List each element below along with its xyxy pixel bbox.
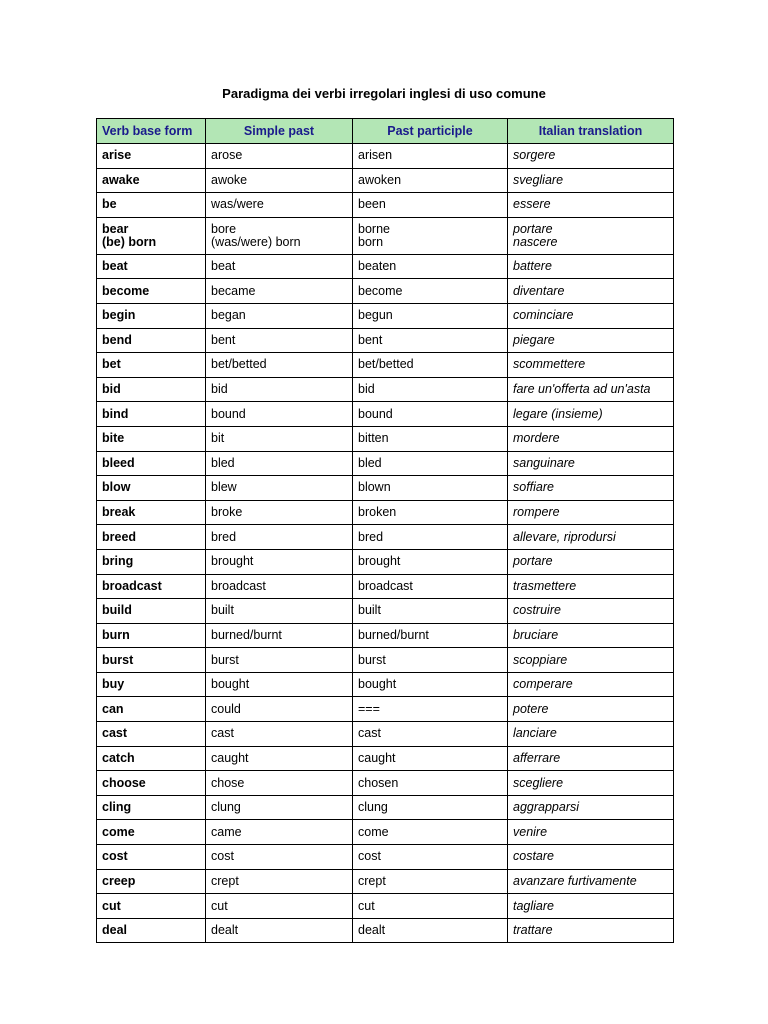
table-row <box>97 918 674 943</box>
cell-simple-past: clung <box>206 795 353 820</box>
cell-base-form: burst <box>97 648 206 673</box>
cell-italian-translation: lanciare <box>508 722 674 747</box>
cell-past-participle: cast <box>353 722 508 747</box>
cell-italian-translation: scegliere <box>508 771 674 796</box>
cell-simple-past: was/were <box>206 193 353 218</box>
cell-italian-translation: piegare <box>508 328 674 353</box>
cell-past-participle: come <box>353 820 508 845</box>
cell-past-participle: been <box>353 193 508 218</box>
cell-past-participle: blown <box>353 476 508 501</box>
table-row <box>97 697 674 722</box>
cell-simple-past: bled <box>206 451 353 476</box>
table-row <box>97 451 674 476</box>
cell-simple-past: cast <box>206 722 353 747</box>
cell-simple-past: brought <box>206 549 353 574</box>
cell-italian-translation: costruire <box>508 599 674 624</box>
cell-past-participle: chosen <box>353 771 508 796</box>
table-row <box>97 795 674 820</box>
cell-base-form: bend <box>97 328 206 353</box>
cell-simple-past: came <box>206 820 353 845</box>
cell-past-participle: become <box>353 279 508 304</box>
cell-italian-translation: comperare <box>508 672 674 697</box>
cell-past-participle: arisen <box>353 144 508 169</box>
table-row <box>97 672 674 697</box>
cell-simple-past: cut <box>206 894 353 919</box>
cell-simple-past: bid <box>206 377 353 402</box>
cell-base-form: can <box>97 697 206 722</box>
table-row <box>97 353 674 378</box>
table-row <box>97 279 674 304</box>
cell-past-participle: burned/burnt <box>353 623 508 648</box>
cell-base-form: buy <box>97 672 206 697</box>
cell-italian-translation: diventare <box>508 279 674 304</box>
cell-italian-translation: sorgere <box>508 144 674 169</box>
cell-simple-past: became <box>206 279 353 304</box>
cell-base-form: burn <box>97 623 206 648</box>
table-row <box>97 648 674 673</box>
cell-past-participle: begun <box>353 303 508 328</box>
page-title: Paradigma dei verbi irregolari inglesi di uso comune <box>222 86 546 101</box>
cell-base-form: broadcast <box>97 574 206 599</box>
cell-base-form: come <box>97 820 206 845</box>
table-row <box>97 525 674 550</box>
cell-italian-translation: cominciare <box>508 303 674 328</box>
cell-simple-past: beat <box>206 254 353 279</box>
cell-italian-translation: trasmettere <box>508 574 674 599</box>
table-row <box>97 549 674 574</box>
cell-past-participle: broken <box>353 500 508 525</box>
table-row <box>97 193 674 218</box>
table-row <box>97 476 674 501</box>
cell-past-participle: bitten <box>353 426 508 451</box>
cell-simple-past: broke <box>206 500 353 525</box>
cell-italian-translation: battere <box>508 254 674 279</box>
cell-past-participle: bid <box>353 377 508 402</box>
cell-italian-translation: avanzare furtivamente <box>508 869 674 894</box>
cell-italian-translation: aggrapparsi <box>508 795 674 820</box>
cell-past-participle: === <box>353 697 508 722</box>
cell-base-form: breed <box>97 525 206 550</box>
cell-base-form: bid <box>97 377 206 402</box>
table-row <box>97 845 674 870</box>
cell-simple-past: burned/burnt <box>206 623 353 648</box>
cell-simple-past: broadcast <box>206 574 353 599</box>
table-row <box>97 144 674 169</box>
cell-base-form: be <box>97 193 206 218</box>
table-row <box>97 746 674 771</box>
verb-table-body <box>97 144 674 943</box>
cell-italian-translation: portare nascere <box>508 217 674 254</box>
cell-simple-past: bred <box>206 525 353 550</box>
table-row <box>97 771 674 796</box>
table-row <box>97 377 674 402</box>
cell-base-form: bet <box>97 353 206 378</box>
cell-past-participle: cut <box>353 894 508 919</box>
cell-base-form: deal <box>97 918 206 943</box>
cell-past-participle: dealt <box>353 918 508 943</box>
table-row <box>97 402 674 427</box>
cell-simple-past: crept <box>206 869 353 894</box>
table-row <box>97 217 674 254</box>
cell-italian-translation: mordere <box>508 426 674 451</box>
cell-italian-translation: afferrare <box>508 746 674 771</box>
table-row <box>97 254 674 279</box>
cell-past-participle: caught <box>353 746 508 771</box>
table-row <box>97 500 674 525</box>
cell-italian-translation: fare un'offerta ad un'asta <box>508 377 674 402</box>
cell-base-form: bite <box>97 426 206 451</box>
cell-simple-past: cost <box>206 845 353 870</box>
cell-base-form: bleed <box>97 451 206 476</box>
table-row <box>97 328 674 353</box>
cell-italian-translation: trattare <box>508 918 674 943</box>
cell-past-participle: borne born <box>353 217 508 254</box>
cell-simple-past: bound <box>206 402 353 427</box>
cell-simple-past: caught <box>206 746 353 771</box>
cell-past-participle: bent <box>353 328 508 353</box>
cell-italian-translation: svegliare <box>508 168 674 193</box>
cell-past-participle: brought <box>353 549 508 574</box>
cell-past-participle: beaten <box>353 254 508 279</box>
cell-past-participle: bred <box>353 525 508 550</box>
cell-past-participle: clung <box>353 795 508 820</box>
cell-past-participle: burst <box>353 648 508 673</box>
cell-italian-translation: rompere <box>508 500 674 525</box>
cell-simple-past: blew <box>206 476 353 501</box>
cell-simple-past: began <box>206 303 353 328</box>
cell-past-participle: bled <box>353 451 508 476</box>
cell-past-participle: crept <box>353 869 508 894</box>
table-row <box>97 574 674 599</box>
cell-base-form: break <box>97 500 206 525</box>
cell-simple-past: dealt <box>206 918 353 943</box>
cell-italian-translation: soffiare <box>508 476 674 501</box>
column-header-past-participle: Past participle <box>353 119 508 144</box>
cell-past-participle: built <box>353 599 508 624</box>
cell-base-form: creep <box>97 869 206 894</box>
table-row <box>97 623 674 648</box>
cell-simple-past: bet/betted <box>206 353 353 378</box>
cell-italian-translation: portare <box>508 549 674 574</box>
cell-base-form: cut <box>97 894 206 919</box>
cell-base-form: build <box>97 599 206 624</box>
cell-italian-translation: bruciare <box>508 623 674 648</box>
column-header-italian-translation: Italian translation <box>508 119 674 144</box>
cell-simple-past: bent <box>206 328 353 353</box>
cell-past-participle: bought <box>353 672 508 697</box>
cell-past-participle: bet/betted <box>353 353 508 378</box>
table-header-row <box>97 119 674 144</box>
cell-italian-translation: allevare, riprodursi <box>508 525 674 550</box>
cell-past-participle: broadcast <box>353 574 508 599</box>
table-row <box>97 303 674 328</box>
cell-italian-translation: venire <box>508 820 674 845</box>
cell-simple-past: chose <box>206 771 353 796</box>
table-row <box>97 426 674 451</box>
cell-simple-past: bought <box>206 672 353 697</box>
table-row <box>97 722 674 747</box>
cell-simple-past: bit <box>206 426 353 451</box>
table-row <box>97 894 674 919</box>
table-row <box>97 599 674 624</box>
cell-simple-past: arose <box>206 144 353 169</box>
cell-base-form: bind <box>97 402 206 427</box>
cell-italian-translation: essere <box>508 193 674 218</box>
cell-base-form: beat <box>97 254 206 279</box>
cell-simple-past: could <box>206 697 353 722</box>
table-row <box>97 820 674 845</box>
cell-base-form: bring <box>97 549 206 574</box>
cell-past-participle: awoken <box>353 168 508 193</box>
cell-simple-past: built <box>206 599 353 624</box>
column-header-simple-past: Simple past <box>206 119 353 144</box>
cell-base-form: catch <box>97 746 206 771</box>
cell-past-participle: cost <box>353 845 508 870</box>
table-row <box>97 869 674 894</box>
cell-base-form: choose <box>97 771 206 796</box>
cell-past-participle: bound <box>353 402 508 427</box>
cell-base-form: cast <box>97 722 206 747</box>
cell-italian-translation: sanguinare <box>508 451 674 476</box>
verb-table <box>96 118 674 943</box>
cell-italian-translation: tagliare <box>508 894 674 919</box>
cell-base-form: become <box>97 279 206 304</box>
cell-italian-translation: scommettere <box>508 353 674 378</box>
cell-italian-translation: potere <box>508 697 674 722</box>
cell-italian-translation: legare (insieme) <box>508 402 674 427</box>
table-row <box>97 168 674 193</box>
cell-base-form: cling <box>97 795 206 820</box>
cell-italian-translation: scoppiare <box>508 648 674 673</box>
cell-base-form: awake <box>97 168 206 193</box>
cell-base-form: begin <box>97 303 206 328</box>
cell-simple-past: burst <box>206 648 353 673</box>
cell-simple-past: bore (was/were) born <box>206 217 353 254</box>
cell-base-form: bear (be) born <box>97 217 206 254</box>
cell-base-form: blow <box>97 476 206 501</box>
cell-base-form: cost <box>97 845 206 870</box>
cell-simple-past: awoke <box>206 168 353 193</box>
cell-base-form: arise <box>97 144 206 169</box>
column-header-base-form: Verb base form <box>97 119 206 144</box>
cell-italian-translation: costare <box>508 845 674 870</box>
